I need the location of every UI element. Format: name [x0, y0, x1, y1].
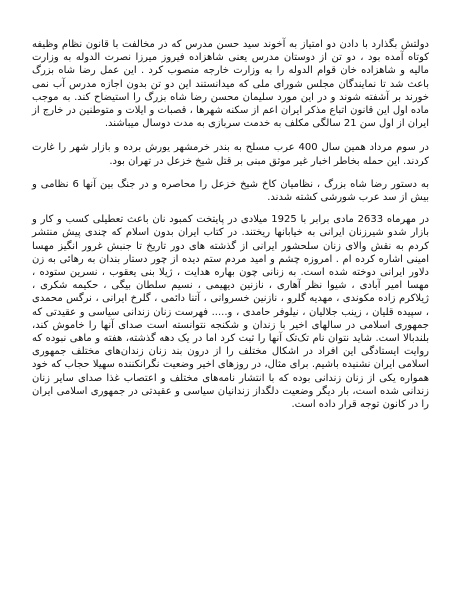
document-body — [32, 38, 429, 411]
paragraph-conscription-law: دولتش بگذارد با دادن دو امتیاز به آخوند سید حسن مدرس که در مخالفت با قانون نظام وظیفه کوتاه آمده بود ، دو تن از دوستان مدرس یعنی شاهزاده فیروز میرزا نصرت الدوله به وزارت مالیه و شاهزاده خان قوام الدوله را به وزارت خارجه منصوب کرد . این عمل رضا شاه بزرگ باعث شد تا نمایندگان مجلس شورای ملی که میدانستند این دو تن بدون اجازه مدرس آب نمی خورند بر آشفته شوند و در این مورد سلیمان محسن رضا شاه بزرگ را استیضاح کند. به موجب ماده اول این قانون اتباع مذکر ایران اعم از سکنه شهرها ، قصبات و ایلات و متوطنین در خارج از ایران از اول سن 21 سالگی مکلف به خدمت سربازی به مدت دوسال میباشند. — [32, 39, 429, 130]
paragraph-women-prisoners: در مهرماه 2633 مادی برابر با 1925 میلادی در پایتخت کمبود نان باعث تعطیلی کسب و کار و بازار شدو شیرزنان ایرانی به خیابانها ریختند. در کتاب ایران بدون اسلام که چندی پیش منتشر کردم به نقش والای زنان سلحشور ایرانی از گذشته های دور تاریخ تا جنبش غرور انگیز مهسا امینی اشاره کرده ام . امروزه چشم و امید مردم ستم دیده از چور دستار بندان به رهائی به زن دلاور ایرانی دوخته شده است. به زنانی چون بهاره هدایت ، ژیلا بنی یعقوب ، نسرین ستوده ، مهسا امیر آبادی ، شیوا نظر آهاری ، نازنین دیهیمی ، نسیم سلطان بیگی ، حکیمه شکری ، ژیلاکرم زاده مکوندی ، مهدیه گلرو ، نازنین خسروانی ، آتنا دائمی ، گلرخ ایرانی ، نرگس محمدی ، سپیده قلیان ، زینب جلالیان ، نیلوفر حامدی ، و..... فهرست زنان زندانی سیاسی و عقیدتی که جمهوری اسلامی در سالهای اخیر با زندان و شکنجه نتوانسته است صدای آنها را خاموش کند، بلندبالا است. شاید نتوان نام تک‌تک آنها را ثبت کرد اما در یک دهه گذشته، هفته و ماهی نبوده که روایت ایستادگی این افراد در اشکال مختلف را از درون بند زنان زندان‌های مختلف جمهوری اسلامی ایران نشنیده باشیم. برای مثال، در روزهای اخیر وضعیت نگرانکننده سهیلا حجاب که خود همواره یکی از زنان زندانی بوده که با انتشار نامه‌های مختلف و اعتصاب غذا صدای سایر زنان زندانی شده است، بار دیگر وضعیت دلگداز زندانیان سیاسی و عقیدتی در جمهوری اسلامی ایران را در کانون توجه قرار داده است. — [32, 214, 430, 411]
paragraph-khazal-siege: به دستور رضا شاه بزرگ ، نظامیان کاخ شیخ خزعل را محاصره و در جنگ بین آنها 6 نظامی و بیش از سد عرب شورشی کشته شدند. — [32, 178, 429, 204]
paragraph-khorramshahr-raid: در سوم مرداد همین سال 400 عرب مسلح به بندر خرمشهر یورش برده و بازار شهر را غارت کردند. این حمله بخاطر اخبار غیر موثق مبنی بر قتل شیخ خزعل در تهران بود. — [32, 142, 429, 167]
